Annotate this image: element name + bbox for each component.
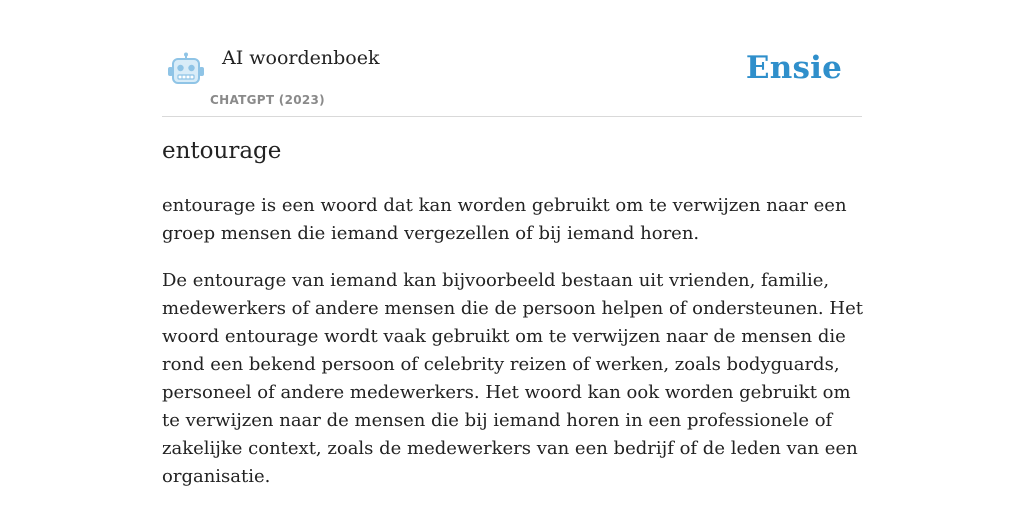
- source-subtitle: CHATGPT (2023): [210, 93, 325, 107]
- source-header: [162, 40, 862, 117]
- brand-logo[interactable]: Ensie: [745, 50, 842, 86]
- definition-body: [162, 192, 872, 510]
- definition-paragraph: De entourage van iemand kan bijvoorbeeld bestaan uit vrienden, familie, medewerkers of andere mensen die de persoon helpen of ondersteunen. Het woord entourage wordt vaak gebruikt om te verwijzen naar de mensen die rond een bekend persoon of celebrity reizen of werken, zoals bodyguards, personeel of andere medewerkers. Het woord kan ook worden gebruikt om te verwijzen naar de mensen die bij iemand horen in een professionele of zakelijke context, zoals de medewerkers van een bedrijf of de leden van een organisatie.: [162, 270, 863, 487]
- definition-paragraph: entourage is een woord dat kan worden gebruikt om te verwijzen naar een groep mensen die iemand vergezellen of bij iemand horen.: [162, 195, 847, 244]
- robot-icon: [166, 52, 206, 88]
- source-title: AI woordenboek: [222, 47, 380, 69]
- headword: entourage: [162, 138, 282, 164]
